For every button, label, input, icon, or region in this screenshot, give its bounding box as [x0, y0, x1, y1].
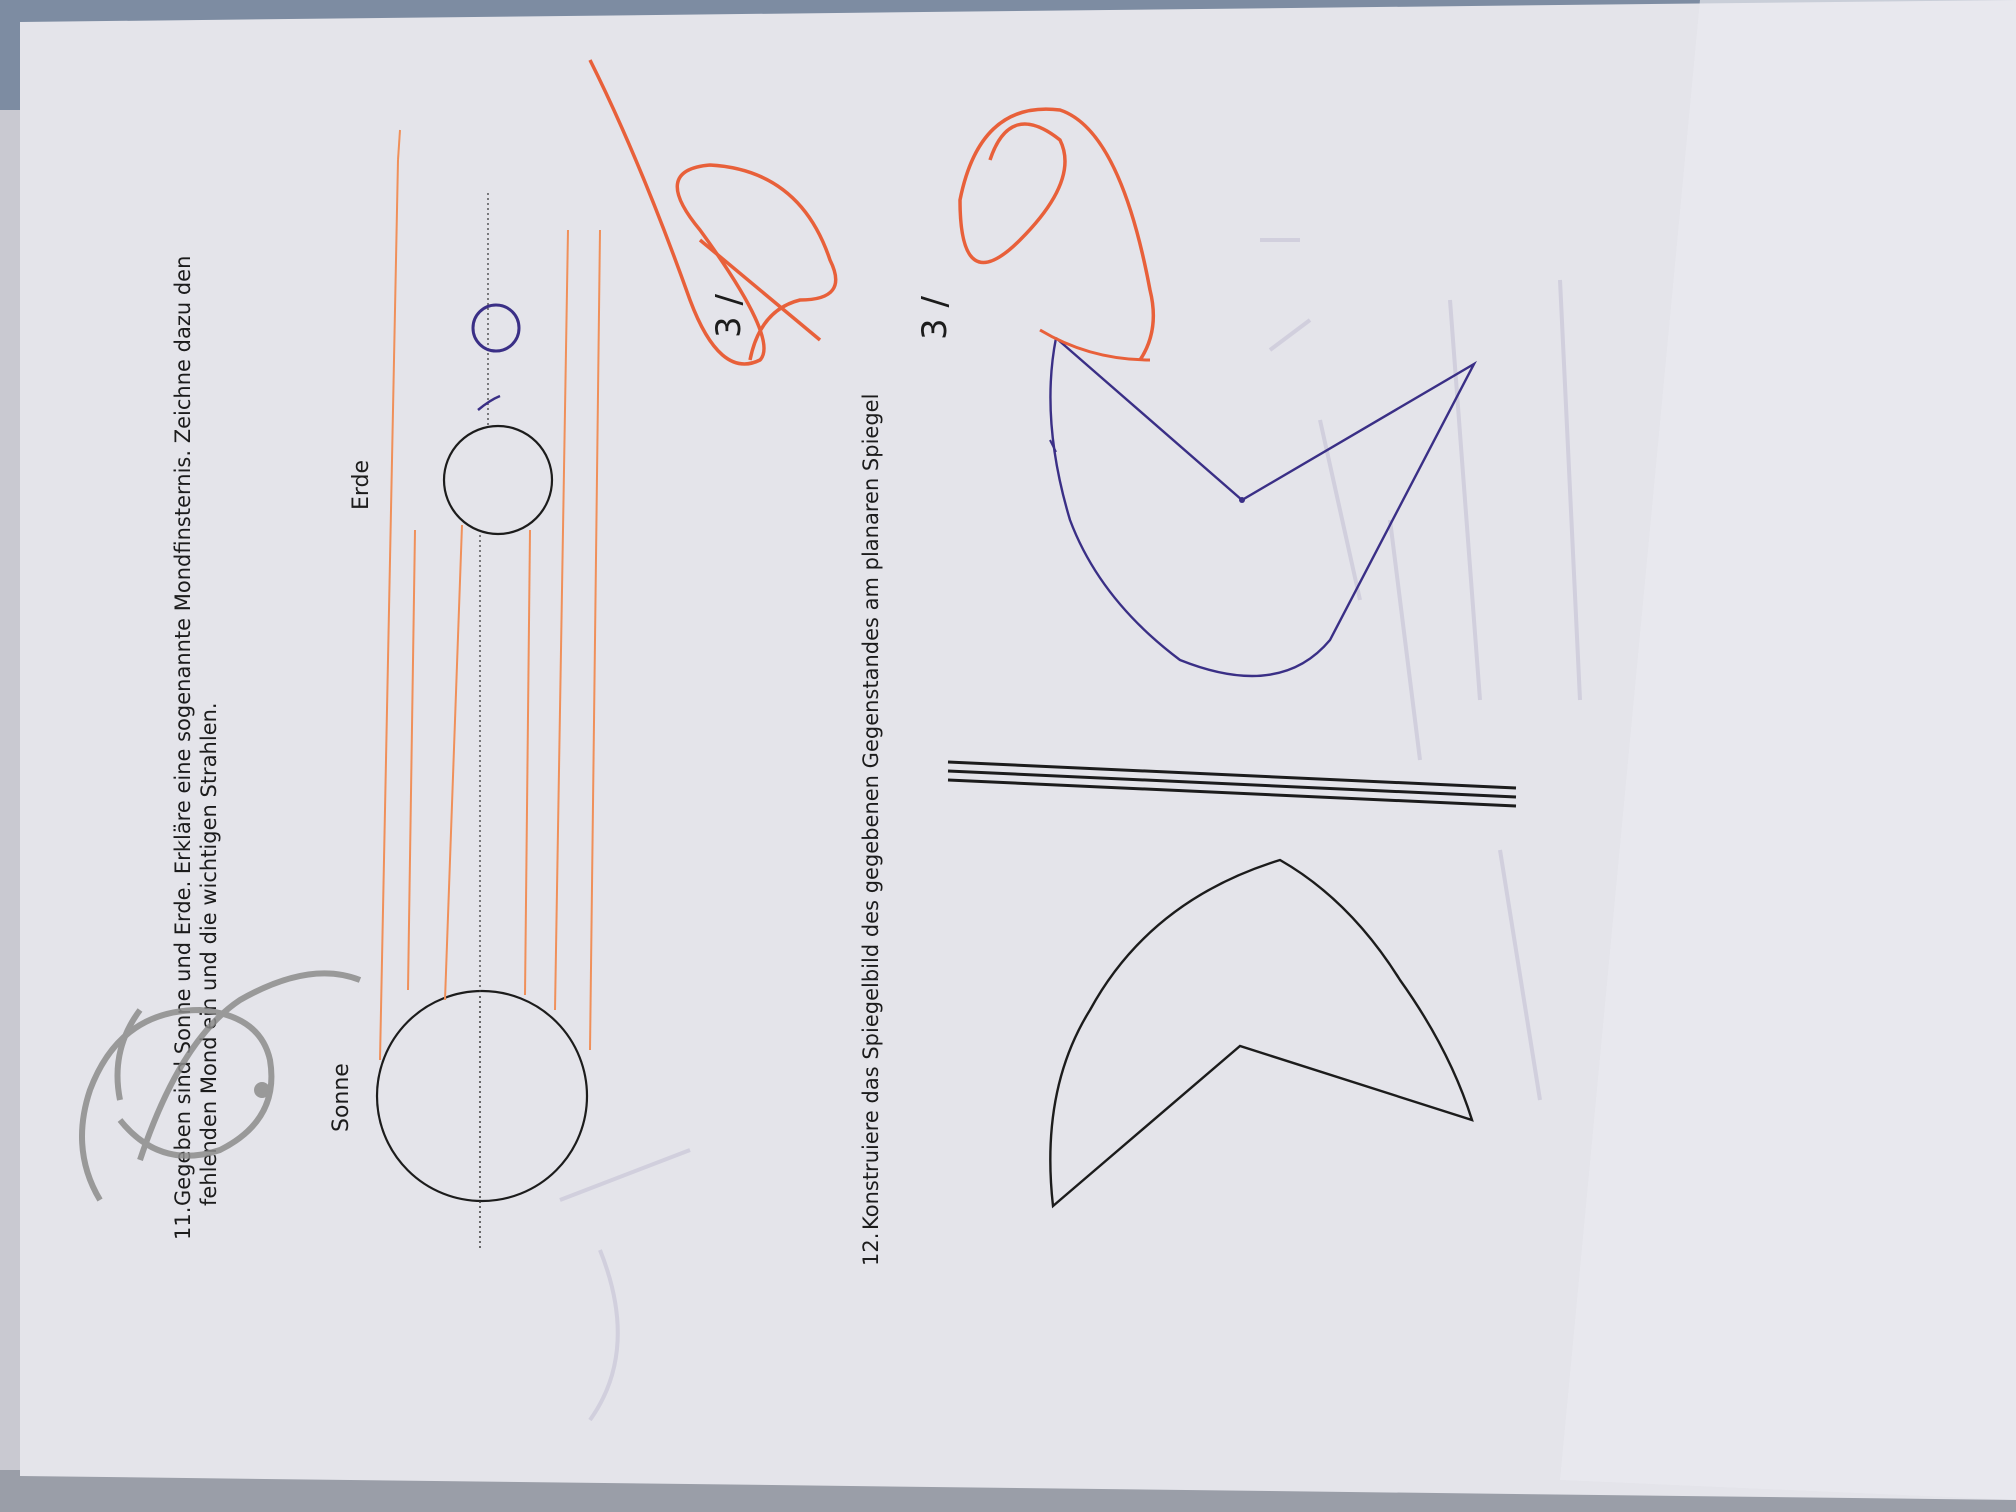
task12-question: Konstruiere das Spiegelbild des gegebenen Gegenstandes am planaren Spiegel	[859, 393, 883, 1230]
sun-label: Sonne	[329, 1063, 354, 1132]
task12-score: 3 /	[915, 296, 955, 340]
task11-question-line1: Gegeben sind Sonne und Erde. Erkläre eine sogenannte Mondfinsternis. Zeichne dazu den	[171, 255, 195, 1206]
task11-number: 11.	[171, 1206, 195, 1240]
mirror-image-vertex	[1239, 497, 1245, 503]
task11-question-line2: fehlenden Mond ein und die wichtigen Strahlen.	[197, 702, 221, 1206]
earth-label: Erde	[349, 459, 374, 510]
task12-number: 12.	[859, 1232, 883, 1266]
task12-text-block	[859, 394, 883, 1266]
task11-score: 3 /	[709, 294, 749, 338]
